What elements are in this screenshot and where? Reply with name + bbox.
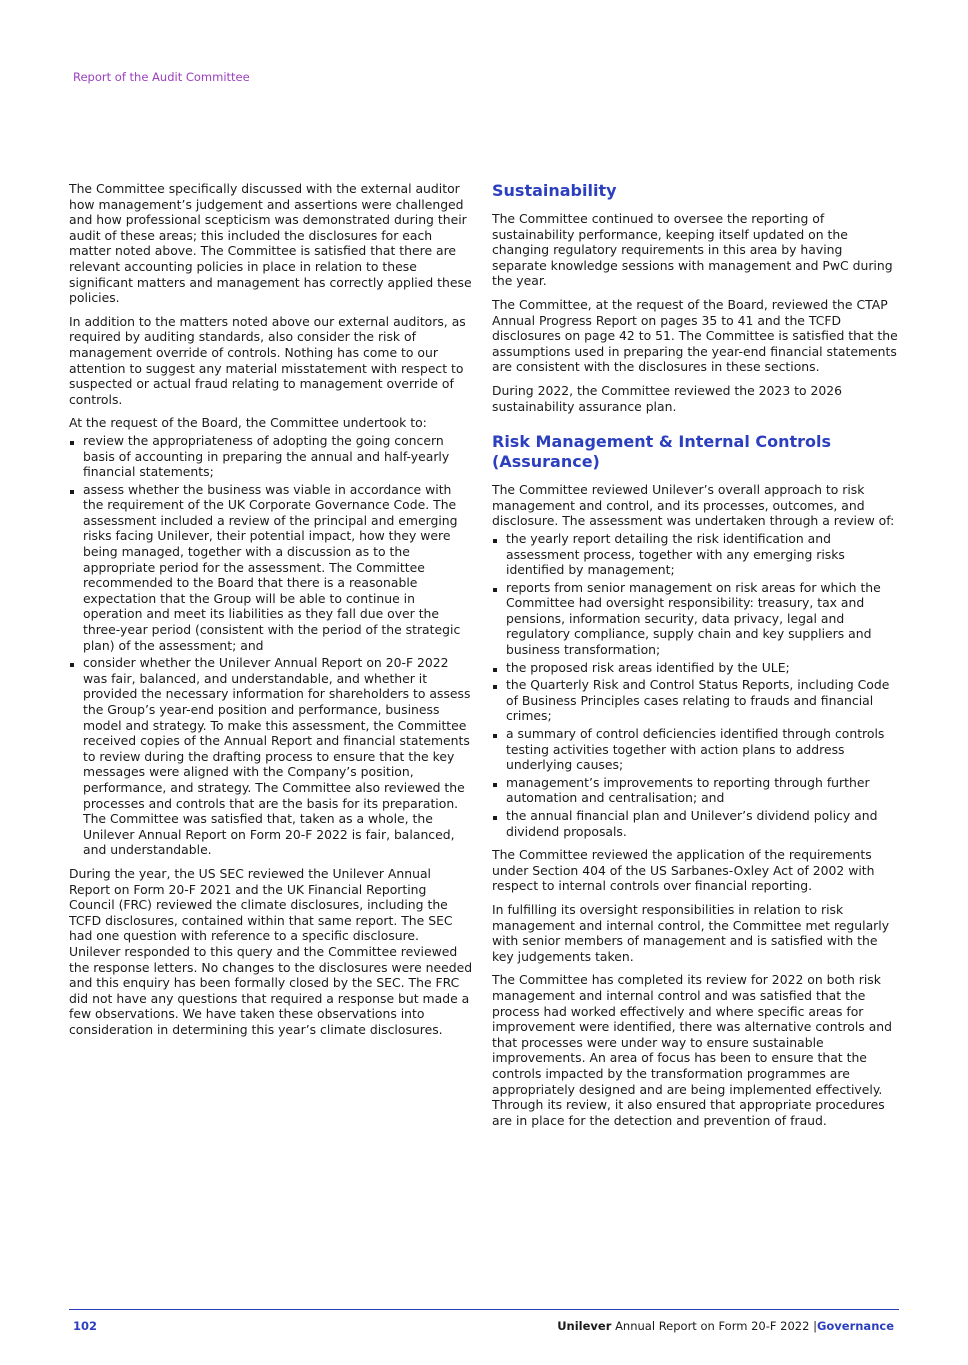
list-item: consider whether the Unilever Annual Report on 20-F 2022 was fair, balanced, and understandable, and whether it provided the necessary information for shareholders to assess the Group’s year-end position and performance, business model and strategy. To make this assessment, the Committee received copies of the Annual Report and financial statements to review during the drafting process to ensure that the key messages were aligned with the Company’s position, performance, and strategy. The Committee also reviewed the processes and controls that are the basis for its preparation. The Committee was satisfied that, taken as a whole, the Unilever Annual Report on Form 20-F 2022 is fair, balanced, and understandable. — [69, 655, 473, 858]
section-label: Report of the Audit Committee — [73, 70, 250, 84]
report-title: Annual Report on Form 20-F 2022 — [615, 1319, 810, 1333]
list-item: the Quarterly Risk and Control Status Reports, including Code of Business Principles cases relating to frauds and financial crimes; — [492, 677, 900, 724]
list-item: the yearly report detailing the risk identification and assessment process, together with any emerging risks identified by management; — [492, 531, 900, 578]
paragraph: The Committee reviewed the application of the requirements under Section 404 of the US Sarbanes-Oxley Act of 2002 with respect to internal controls over financial reporting. — [492, 847, 875, 894]
undertaking-list — [69, 433, 473, 858]
paragraph: At the request of the Board, the Committee undertook to: — [69, 415, 427, 431]
paragraph: The Committee reviewed Unilever’s overall approach to risk management and control, and its processes, outcomes, and disclosure. The assessment was undertaken through a review of: — [492, 482, 895, 529]
paragraph: The Committee, at the request of the Board, reviewed the CTAP Annual Progress Report on pages 35 to 41 and the TCFD disclosures on page 42 to 51. The Committee is satisfied that the assumptions used in preparing the year-end financial statements are consistent with the disclosures in these sections. — [492, 296, 898, 375]
sustainability-heading: Sustainability — [492, 181, 617, 200]
review-list — [492, 531, 900, 839]
brand-name: Unilever — [557, 1319, 612, 1333]
footer-separator: | — [813, 1319, 817, 1333]
list-item: the annual financial plan and Unilever’s dividend policy and dividend proposals. — [492, 808, 900, 839]
paragraph: In addition to the matters noted above our external auditors, as required by auditing standards, also consider the risk of management override of controls. Nothing has come to our attention to suggest any material misstatement with respect to suspected or actual fraud relating to management override of controls. — [69, 313, 466, 407]
list-item: management’s improvements to reporting through further automation and centralisation; and — [492, 775, 900, 806]
risk-management-heading: Risk Management & Internal Controls (Assurance) — [492, 432, 832, 472]
paragraph: The Committee specifically discussed with the external auditor how management’s judgement and assertions were challenged and how professional scepticism was demonstrated during their audit of these areas; this included the disclosures for each matter noted above. The Committee is satisfied that there are relevant accounting policies in place in relation to these significant matters and management has correctly applied these policies. — [69, 181, 472, 306]
footer-divider — [69, 1309, 899, 1310]
paragraph: During 2022, the Committee reviewed the 2023 to 2026 sustainability assurance plan. — [492, 382, 843, 414]
list-item: review the appropriateness of adopting the going concern basis of accounting in preparing the annual and half-yearly financial statements; — [69, 433, 473, 480]
list-item: assess whether the business was viable in accordance with the requirement of the UK Corporate Governance Code. The assessment included a review of the principal and emerging risks facing Unilever, their potential impact, how they were being managed, together with a discussion as to the appropriate period for the assessment. The Committee recommended to the Board that there is a reasonable expectation that the Group will be able to continue in operation and meet its liabilities as they fall due over the three-year period (consistent with the period of the strategic plan) of the assessment; and — [69, 482, 473, 654]
list-item: a summary of control deficiencies identified through controls testing activities together with action plans to address underlying causes; — [492, 726, 900, 773]
list-item: the proposed risk areas identified by the ULE; — [492, 660, 900, 676]
page-number: 102 — [73, 1319, 98, 1333]
footer-section: Governance — [816, 1319, 894, 1333]
list-item: reports from senior management on risk areas for which the Committee had oversight responsibility: treasury, tax and pensions, information security, data privacy, legal and regulatory compliance, supply chain and key suppliers and business transformation; — [492, 580, 900, 658]
paragraph: In fulfilling its oversight responsibilities in relation to risk management and internal control, the Committee met regularly with senior members of management and is satisfied with the key judgements taken. — [492, 901, 890, 964]
paragraph: During the year, the US SEC reviewed the Unilever Annual Report on Form 20-F 2021 and the UK Financial Reporting Council (FRC) reviewed the climate disclosures, including the TCFD disclosures, contained within that same report. The SEC had one question with reference to a specific disclosure. Unilever responded to this query and the Committee reviewed the response letters. No changes to the disclosures were needed and this enquiry has been formally closed by the SEC. The FRC did not have any questions that required a response but made a few observations. We have taken these observations into consideration in determining this year’s climate disclosures. — [69, 865, 473, 1037]
footer-title — [557, 1319, 894, 1333]
paragraph: The Committee has completed its review for 2022 on both risk management and internal control and was satisfied that the process had worked effectively and where specific areas for improvement were identified, there was alternative controls and that processes were under way to ensure sustainable improvements. An area of focus has been to ensure that the controls impacted by the transformation programmes are appropriately designed and are being implemented effectively. Through its review, it also ensured that appropriate procedures are in place for the detection and prevention of fraud. — [492, 972, 893, 1128]
right-column — [492, 181, 900, 1136]
left-column — [69, 181, 473, 1045]
paragraph: The Committee continued to oversee the reporting of sustainability performance, keeping itself updated on the changing regulatory requirements in this area by having separate knowledge sessions with management and PwC during the year. — [492, 211, 893, 289]
